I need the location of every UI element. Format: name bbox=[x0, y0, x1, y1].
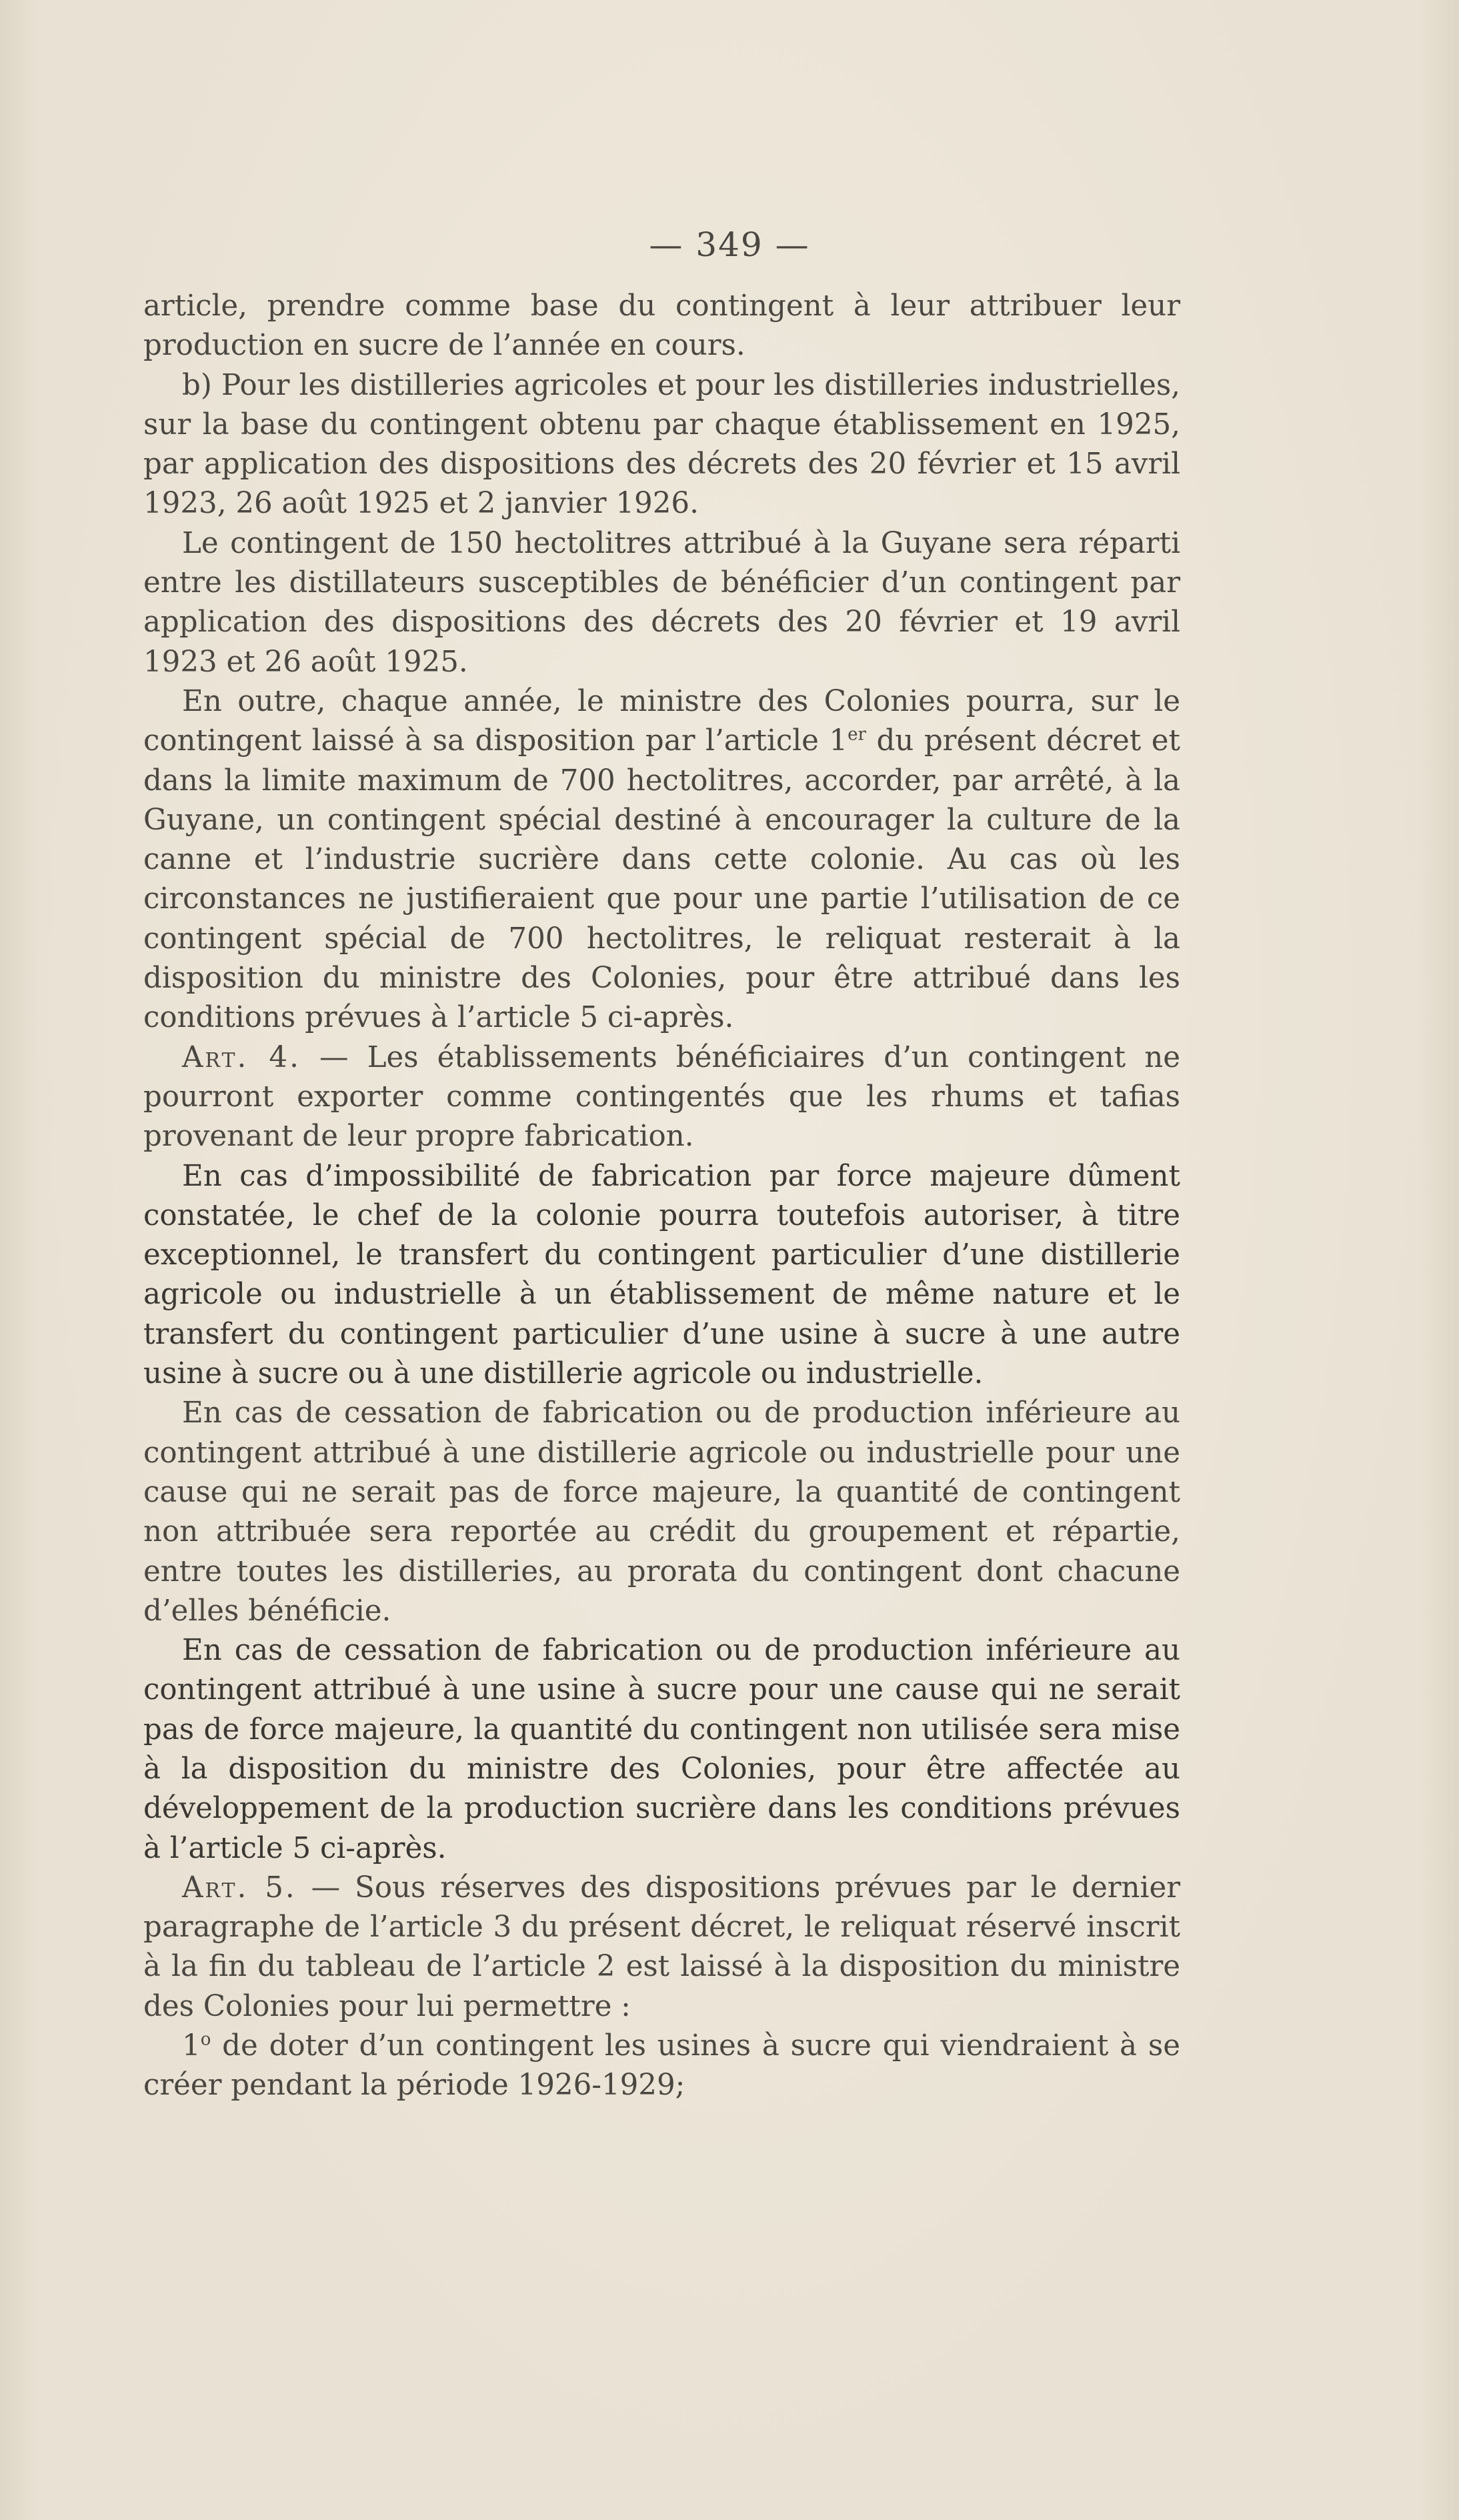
item-1-superscript: o bbox=[200, 2029, 211, 2050]
p4-text-before: En outre, chaque année, le ministre des Colonies pourra, sur le contingent laissé à sa disposition par l’article 1 bbox=[143, 684, 1180, 758]
paragraph-continuation: article, prendre comme base du contingent à leur attribuer leur production en sucre de l’année en cours. bbox=[143, 289, 1180, 363]
article-4-text: — Les établissements bénéficiaires d’un contingent ne pourront exporter comme contingentés que les rhums et tafias provenant de leur propre fabrication. bbox=[143, 1040, 1180, 1154]
paragraph-b-distilleries: b) Pour les distilleries agricoles et pour les distilleries industrielles, sur la base du contingent obtenu par chaque établissement en 1925, par application des dispositions des décrets des 20 février et 15 avril 1923, 26 août 1925 et 2 janvier 1926. bbox=[143, 368, 1180, 521]
item-1-number: 1 bbox=[182, 2029, 201, 2063]
page-number: — 349 — bbox=[649, 225, 810, 264]
p4-superscript: er bbox=[848, 724, 866, 745]
paragraph-article-4 bbox=[143, 1038, 1180, 1157]
body-text bbox=[143, 287, 1180, 2106]
paragraph-usine-cessation: En cas de cessation de fabrication ou de production inférieure au contingent attribué à une usine à sucre pour une cause qui ne serait pas de force majeure, la quantité du contingent non utilisée sera mise à la disposition du ministre des Colonies, pour être affectée au développement de la production sucrière dans les conditions prévues à l’article 5 ci-après. bbox=[143, 1634, 1180, 1865]
paragraph-guyane-contingent: Le contingent de 150 hectolitres attribué à la Guyane sera réparti entre les distillateurs susceptibles de bénéficier d’un contingent par application des dispositions des décrets des 20 février et 19 avril 1923 et 26 août 1925. bbox=[143, 526, 1180, 679]
article-4-label: Art. 4. bbox=[182, 1040, 301, 1074]
paragraph-article-5 bbox=[143, 1868, 1180, 2027]
article-5-label: Art. 5. bbox=[182, 1870, 297, 1905]
paragraph-force-majeure: En cas d’impossibilité de fabrication par force majeure dûment constatée, le chef de la colonie pourra toutefois autoriser, à titre exceptionnel, le transfert du contingent particulier d’une distillerie agricole ou industrielle à un établissement de même nature et le transfert du contingent particulier d’une usine à sucre à une autre usine à sucre ou à une distillerie agricole ou industrielle. bbox=[143, 1159, 1180, 1391]
item-1-text: de doter d’un contingent les usines à sucre qui viendraient à se créer pendant la période 1926-1929; bbox=[143, 2029, 1180, 2103]
p4-text-after: du présent décret et dans la limite maximum de 700 hectolitres, accorder, par arrêté, à la Guyane, un contingent spécial destiné à encourager la culture de la canne et l’industrie sucrière dans cette colonie. Au cas où les circonstances ne justifieraient que pour une partie l’utilisation de ce contingent spécial de 700 hectolitres, le reliquat resterait à la disposition du ministre des Colonies, pour être attribué dans les conditions prévues à l’article 5 ci-après. bbox=[143, 724, 1181, 1035]
paragraph-distillery-cessation: En cas de cessation de fabrication ou de production inférieure au contingent attribué à une distillerie agricole ou industrielle pour une cause qui ne serait pas de force majeure, la quantité de contingent non attribuée sera reportée au crédit du groupement et répartie, entre toutes les distilleries, au prorata du contingent dont chacune d’elles bénéficie. bbox=[143, 1396, 1180, 1628]
paragraph-item-1 bbox=[143, 2027, 1180, 2106]
article-5-text: — Sous réserves des dispositions prévues par le dernier paragraphe de l’article 3 du présent décret, le reliquat réservé inscrit à la fin du tableau de l’article 2 est laissé à la disposition du ministre des Colonies pour lui permettre : bbox=[143, 1870, 1180, 2023]
paragraph-special-contingent bbox=[143, 682, 1180, 1038]
